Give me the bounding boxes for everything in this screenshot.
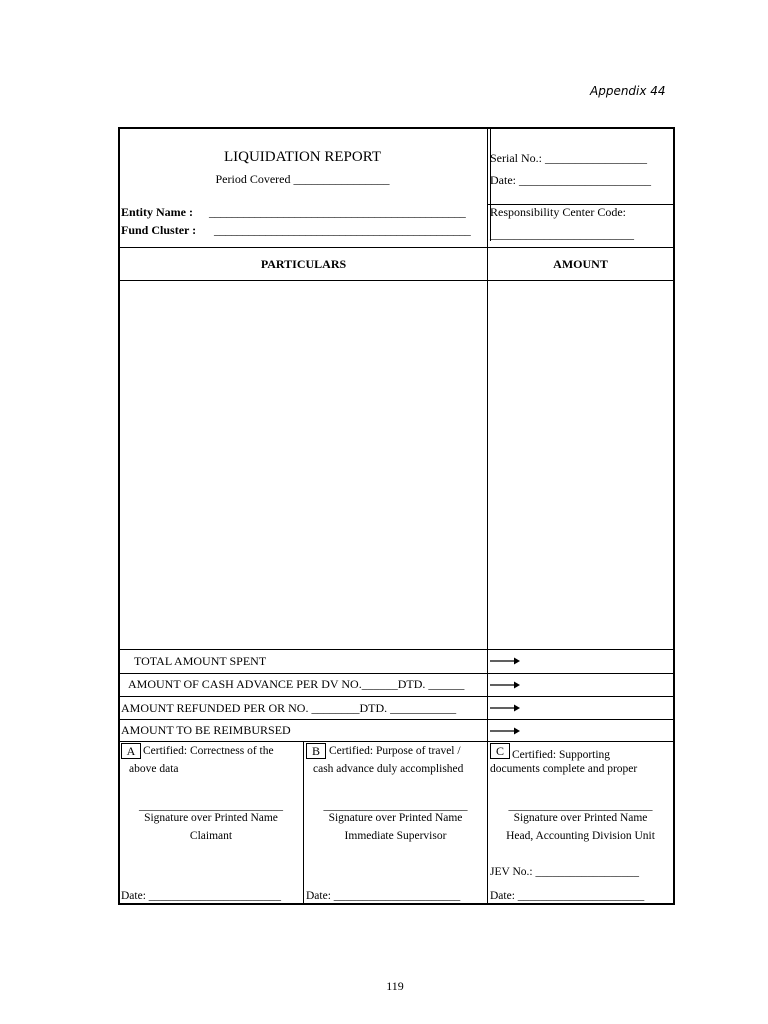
cert-a-date: Date: _______________________ xyxy=(121,890,282,902)
appendix-label: Appendix 44 xyxy=(590,84,666,98)
header-bottom-line xyxy=(119,247,674,248)
cert-divider-bc xyxy=(487,741,488,903)
cert-a-letter-box: A xyxy=(121,743,141,759)
cert-b-signature-label: Signature over Printed Name xyxy=(328,812,463,824)
report-title: LIQUIDATION REPORT xyxy=(223,149,381,165)
serial-no: Serial No.: _________________ xyxy=(490,151,647,165)
cert-b-date: Date: ______________________ xyxy=(306,890,461,902)
page-number: 119 xyxy=(386,979,404,993)
row-cash-advance: AMOUNT OF CASH ADVANCE PER DV NO.______DTD. ______ xyxy=(128,677,465,691)
arrow-right-icon xyxy=(490,703,520,713)
cert-a-signature-line: ________________________ xyxy=(139,798,283,812)
cert-divider-ab xyxy=(303,741,304,903)
row-reimbursed: AMOUNT TO BE REIMBURSED xyxy=(121,723,291,737)
row-cert-top xyxy=(119,741,674,742)
cert-b-line2: cash advance duly accomplished xyxy=(313,763,464,775)
col-particulars: PARTICULARS xyxy=(260,257,347,271)
cert-c-signature-line: ________________________ xyxy=(508,798,653,812)
cert-b-signature-line: ________________________ xyxy=(323,798,468,812)
entity-name-line: _____________________________________________ xyxy=(209,205,466,219)
row-refund-top xyxy=(119,696,674,697)
row-refunded: AMOUNT REFUNDED PER OR NO. ________DTD. ___________ xyxy=(121,701,457,715)
entity-name-label: Entity Name : xyxy=(121,205,193,219)
cert-a-signature-label: Signature over Printed Name xyxy=(144,812,278,824)
arrow-right-icon xyxy=(490,656,520,666)
arrow-right-icon xyxy=(490,680,520,690)
arrow-right-icon xyxy=(490,726,520,736)
frame-bottom xyxy=(118,903,675,905)
frame-right xyxy=(673,127,675,905)
cert-b-letter-box: B xyxy=(306,743,326,759)
date-top: Date: ______________________ xyxy=(490,173,651,187)
cert-b-role: Immediate Supervisor xyxy=(344,830,447,842)
row-total-top xyxy=(119,649,674,650)
col-amount: AMOUNT xyxy=(553,257,608,271)
fund-cluster-line: _____________________________________________ xyxy=(214,223,471,237)
cert-b-line1: Certified: Purpose of travel / xyxy=(329,745,461,757)
row-total-spent: TOTAL AMOUNT SPENT xyxy=(134,654,267,668)
frame-top xyxy=(118,127,675,129)
col-header-bottom-line xyxy=(119,280,674,281)
cert-c-letter-box: C xyxy=(490,743,510,759)
cert-c-signature-label: Signature over Printed Name xyxy=(513,812,648,824)
cert-a-line2: above data xyxy=(129,763,179,775)
responsibility-center-line: ________________________ xyxy=(490,227,634,241)
frame-left xyxy=(118,127,120,905)
cert-a-role: Claimant xyxy=(189,830,233,842)
row-reimb-top xyxy=(119,719,674,720)
period-covered: Period Covered ________________ xyxy=(215,172,390,186)
cert-c-date: Date: ______________________ xyxy=(490,890,645,902)
responsibility-center-label: Responsibility Center Code: xyxy=(490,205,626,219)
row-cash-top xyxy=(119,673,674,674)
cert-c-role: Head, Accounting Division Unit xyxy=(506,830,655,842)
fund-cluster-label: Fund Cluster : xyxy=(121,223,197,237)
cert-c-line1: Certified: Supporting xyxy=(512,749,611,761)
cert-c-line2: documents complete and proper xyxy=(490,763,638,775)
cert-a-line1: Certified: Correctness of the xyxy=(143,745,274,757)
cert-c-jev: JEV No.: __________________ xyxy=(490,866,639,878)
